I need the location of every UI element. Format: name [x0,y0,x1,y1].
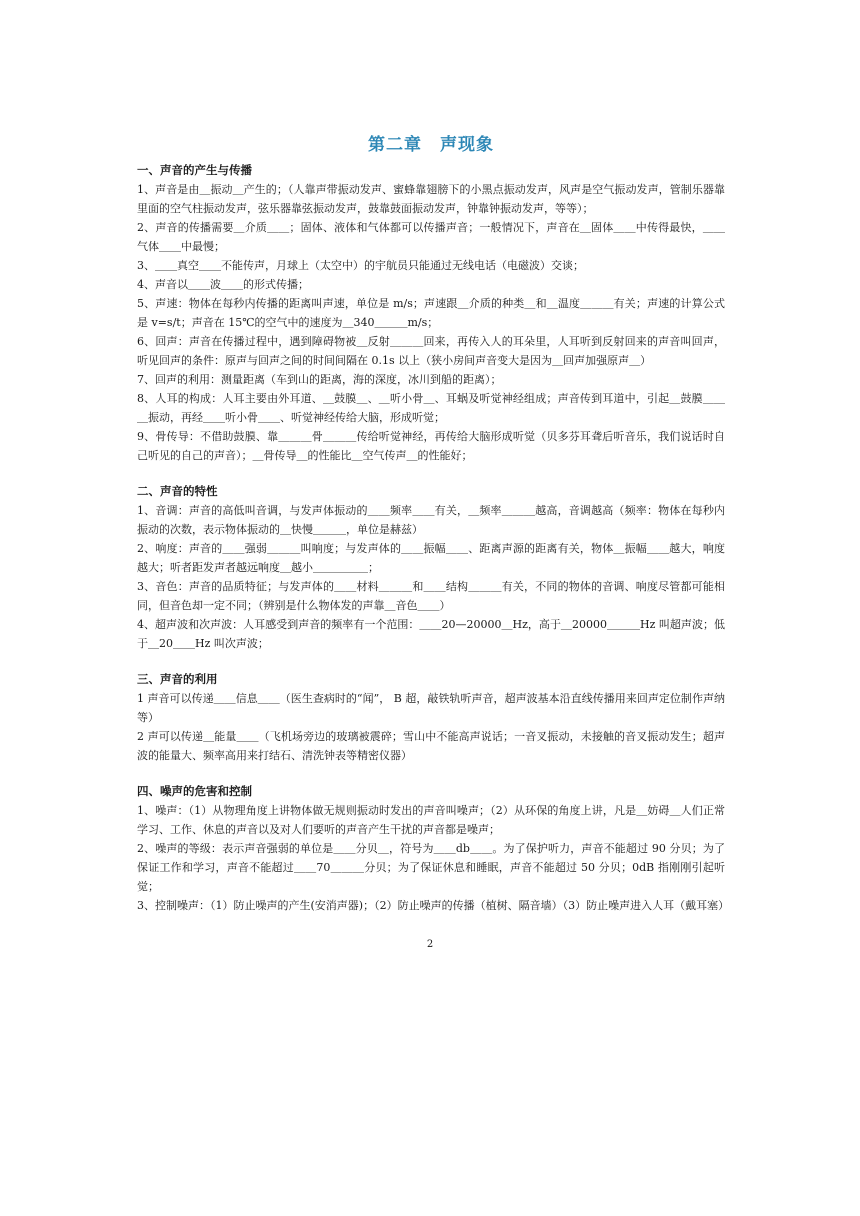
paragraph: 1、声音是由＿振动＿产生的；（人靠声带振动发声、蜜蜂靠翅膀下的小黑点振动发声，风声是空气振动发声，管制乐器靠里面的空气柱振动发声，弦乐器靠弦振动发声，鼓靠鼓面振动发声，钟靠钟振动发声，等等）； [137,183,725,215]
paragraph: 8、人耳的构成：人耳主要由外耳道、＿鼓膜＿、＿听小骨＿、耳蜗及听觉神经组成；声音传到耳道中，引起＿鼓膜＿＿＿振动，再经＿＿听小骨＿＿、听觉神经传给大脑，形成听觉； [137,392,725,424]
paragraph: 1 声音可以传递＿＿信息＿＿（医生查病时的“闻”， B 超，敲铁轨听声音，超声波基本沿直线传播用来回声定位制作声纳等） [137,692,725,724]
section-heading: 四、噪声的危害和控制 [137,784,252,798]
section-production-propagation [137,161,725,465]
paragraph: 4、声音以＿＿波＿＿的形式传播； [137,278,309,291]
paragraph: 3、控制噪声：（1）防止噪声的产生(安消声器)；（2）防止噪声的传播（植树、隔音墙）（3）防止噪声进入人耳（戴耳塞） [137,899,730,912]
paragraph: 2、响度：声音的＿＿强弱＿＿＿叫响度；与发声体的＿＿振幅＿＿、距离声源的距离有关，物体＿振幅＿＿越大，响度越大；听者距发声者越远响度＿越小＿＿＿＿＿； [137,542,725,574]
section-characteristics [137,482,725,653]
page-number: 2 [426,939,434,950]
section-noise [137,782,730,915]
paragraph: 5、声速：物体在每秒内传播的距离叫声速，单位是 m/s；声速跟＿介质的种类＿和＿温度＿＿＿有关；声速的计算公式是 v=s/t；声音在 15℃的空气中的速度为＿340＿＿＿m/s； [137,297,725,329]
section-heading: 二、声音的特性 [137,484,218,498]
section-spacer [137,653,725,670]
chapter-title: 第二章 声现象 [368,135,494,155]
section-spacer [137,465,725,482]
section-heading: 一、声音的产生与传播 [137,163,252,177]
paragraph: 3、音色：声音的品质特征；与发声体的＿＿材料＿＿＿和＿＿结构＿＿＿有关，不同的物体的音调、响度尽管都可能相同，但音色却一定不同；（辨别是什么物体发的声靠＿音色＿＿） [137,580,725,612]
paragraph: 2、声音的传播需要＿介质＿＿；固体、液体和气体都可以传播声音；一般情况下，声音在＿固体＿＿中传得最快，＿＿气体＿＿中最慢； [137,221,725,253]
paragraph: 3、＿＿真空＿＿不能传声，月球上（太空中）的宇航员只能通过无线电话（电磁波）交谈； [137,259,584,272]
paragraph: 2、噪声的等级：表示声音强弱的单位是＿＿分贝＿，符号为＿＿db＿＿。为了保护听力，声音不能超过 90 分贝；为了保证工作和学习，声音不能超过＿＿70＿＿＿分贝；为了保证休息和睡眠，声音不能超过 50 分贝；0dB 指刚刚引起听觉； [137,842,725,893]
paragraph: 6、回声：声音在传播过程中，遇到障碍物被＿反射＿＿＿回来，再传入人的耳朵里，人耳听到反射回来的声音叫回声，听见回声的条件：原声与回声之间的时间间隔在 0.1s 以上（狭小房间声音变大是因为＿回声加强原声＿） [137,335,725,367]
section-uses [137,670,725,765]
paragraph: 1、音调：声音的高低叫音调，与发声体振动的＿＿频率＿＿有关，＿频率＿＿＿越高，音调越高（频率：物体在每秒内振动的次数，表示物体振动的＿快慢＿＿＿，单位是赫兹） [137,504,725,536]
paragraph: 7、回声的利用：测量距离（车到山的距离，海的深度，冰川到船的距离）； [137,373,502,386]
paragraph: 9、骨传导：不借助鼓膜、靠＿＿＿骨＿＿＿传给听觉神经，再传给大脑形成听觉（贝多芬耳聋后听音乐，我们说话时自己听见的自己的声音）；＿骨传导＿的性能比＿空气传声＿的性能好； [137,430,725,462]
paragraph: 4、超声波和次声波：人耳感受到声音的频率有一个范围：＿＿20—20000＿Hz，高于＿20000＿＿＿Hz 叫超声波；低于＿20＿＿Hz 叫次声波； [137,618,725,650]
paragraph: 1、噪声：（1）从物理角度上讲物体做无规则振动时发出的声音叫噪声；（2）从环保的角度上讲，凡是＿妨碍＿人们正常学习、工作、休息的声音以及对人们要听的声音产生干扰的声音都是噪声； [137,804,725,836]
section-spacer [137,765,725,782]
paragraph: 2 声可以传递＿能量＿＿（飞机场旁边的玻璃被震碎；雪山中不能高声说话；一音叉振动，未接触的音叉振动发生；超声波的能量大、频率高用来打结石、清洗钟表等精密仪器） [137,730,725,762]
section-heading: 三、声音的利用 [137,672,218,686]
